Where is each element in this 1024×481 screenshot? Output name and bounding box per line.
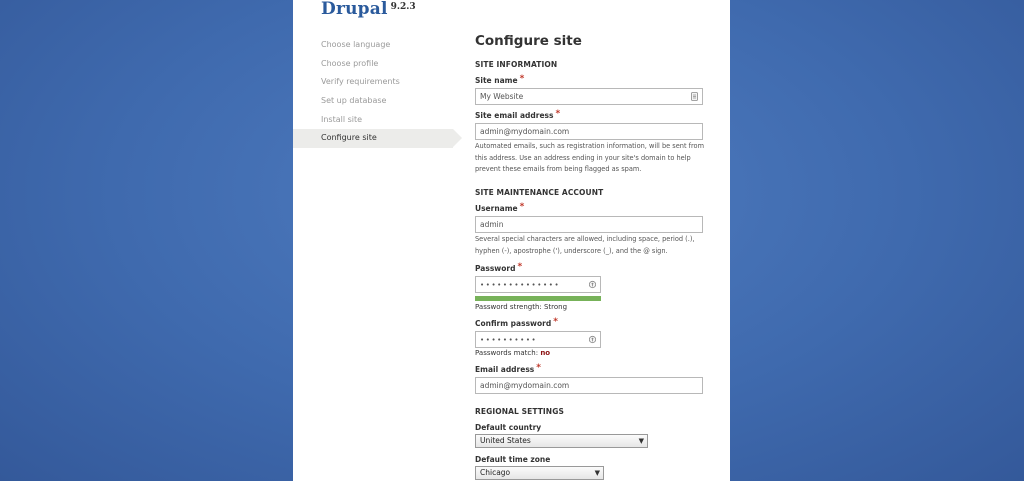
site-email-input[interactable]: [475, 123, 703, 140]
password-manager-icon[interactable]: [589, 280, 596, 289]
required-marker: *: [536, 363, 541, 373]
step-set-up-database: Set up database: [321, 96, 387, 106]
required-marker: *: [517, 262, 523, 272]
step-choose-profile: Choose profile: [321, 58, 379, 68]
default-country-label: Default country: [475, 423, 542, 432]
username-description: Several special characters are allowed, including space, period (.), hyphen (-), apostrophe ('), underscore (_), and the @ sign.: [475, 235, 695, 255]
site-email-label-text: Site email address: [475, 111, 554, 120]
page-title: Configure site: [475, 33, 582, 49]
email-address-input[interactable]: [475, 377, 703, 394]
password-strength-text: Password strength: Strong: [475, 303, 568, 311]
username-value: admin: [480, 220, 504, 229]
brand-version: 9.2.3: [390, 2, 416, 12]
confirm-password-masked-value: ••••••••••: [480, 336, 538, 344]
triangle-down-icon: ▼: [594, 469, 600, 477]
section-site-information: SITE INFORMATION: [475, 60, 558, 69]
password-input[interactable]: [475, 276, 601, 293]
installer-page: [293, 0, 730, 481]
email-address-label: [475, 365, 541, 375]
email-address-label-text: Email address: [475, 365, 535, 374]
username-input[interactable]: [475, 216, 703, 233]
password-label: [475, 264, 522, 274]
section-site-maintenance-account: SITE MAINTENANCE ACCOUNT: [475, 188, 604, 197]
default-country-select[interactable]: [475, 434, 648, 448]
username-label-text: Username: [475, 204, 518, 213]
default-country-value: United States: [480, 436, 531, 445]
triangle-down-icon: ▼: [638, 437, 644, 445]
required-marker: *: [555, 109, 561, 119]
username-label: [475, 204, 524, 214]
required-marker: *: [519, 202, 525, 212]
step-configure-site: Configure site: [293, 129, 453, 148]
site-email-description: Automated emails, such as registration information, will be sent from this address. Use an address ending in your site's domain to help prevent these emails from being flagged as spam.: [475, 142, 705, 173]
required-marker: *: [553, 317, 558, 327]
brand-logo-text: Drupal: [321, 0, 388, 19]
default-time-zone-value: Chicago: [480, 468, 511, 477]
password-manager-icon[interactable]: [691, 92, 698, 101]
site-name-label-text: Site name: [475, 76, 518, 85]
section-regional-settings: REGIONAL SETTINGS: [475, 407, 564, 416]
password-strength-bar: [475, 296, 601, 301]
step-verify-requirements: Verify requirements: [321, 77, 400, 87]
step-choose-language: Choose language: [321, 40, 391, 49]
password-match-label: Passwords match:: [475, 349, 539, 357]
site-name-input[interactable]: [475, 88, 703, 105]
site-name-label: [475, 76, 524, 86]
password-label-text: Password: [475, 264, 516, 273]
password-match-value: no: [540, 349, 551, 357]
confirm-password-label: [475, 319, 558, 329]
confirm-password-input[interactable]: [475, 331, 601, 348]
confirm-password-label-text: Confirm password: [475, 319, 552, 328]
password-manager-icon[interactable]: [589, 335, 596, 344]
password-strength-fill: [475, 296, 601, 301]
default-time-zone-label: Default time zone: [475, 455, 551, 464]
step-install-site: Install site: [321, 114, 363, 124]
install-steps: [293, 36, 455, 148]
email-address-value: admin@mydomain.com: [480, 381, 570, 390]
required-marker: *: [519, 74, 525, 84]
password-masked-value: ••••••••••••••: [480, 281, 561, 289]
site-name-value: My Website: [480, 92, 524, 101]
site-email-label: [475, 111, 560, 121]
default-time-zone-select[interactable]: [475, 466, 604, 480]
password-match-status: [475, 349, 550, 357]
brand: [321, 0, 416, 23]
site-email-value: admin@mydomain.com: [480, 127, 570, 136]
